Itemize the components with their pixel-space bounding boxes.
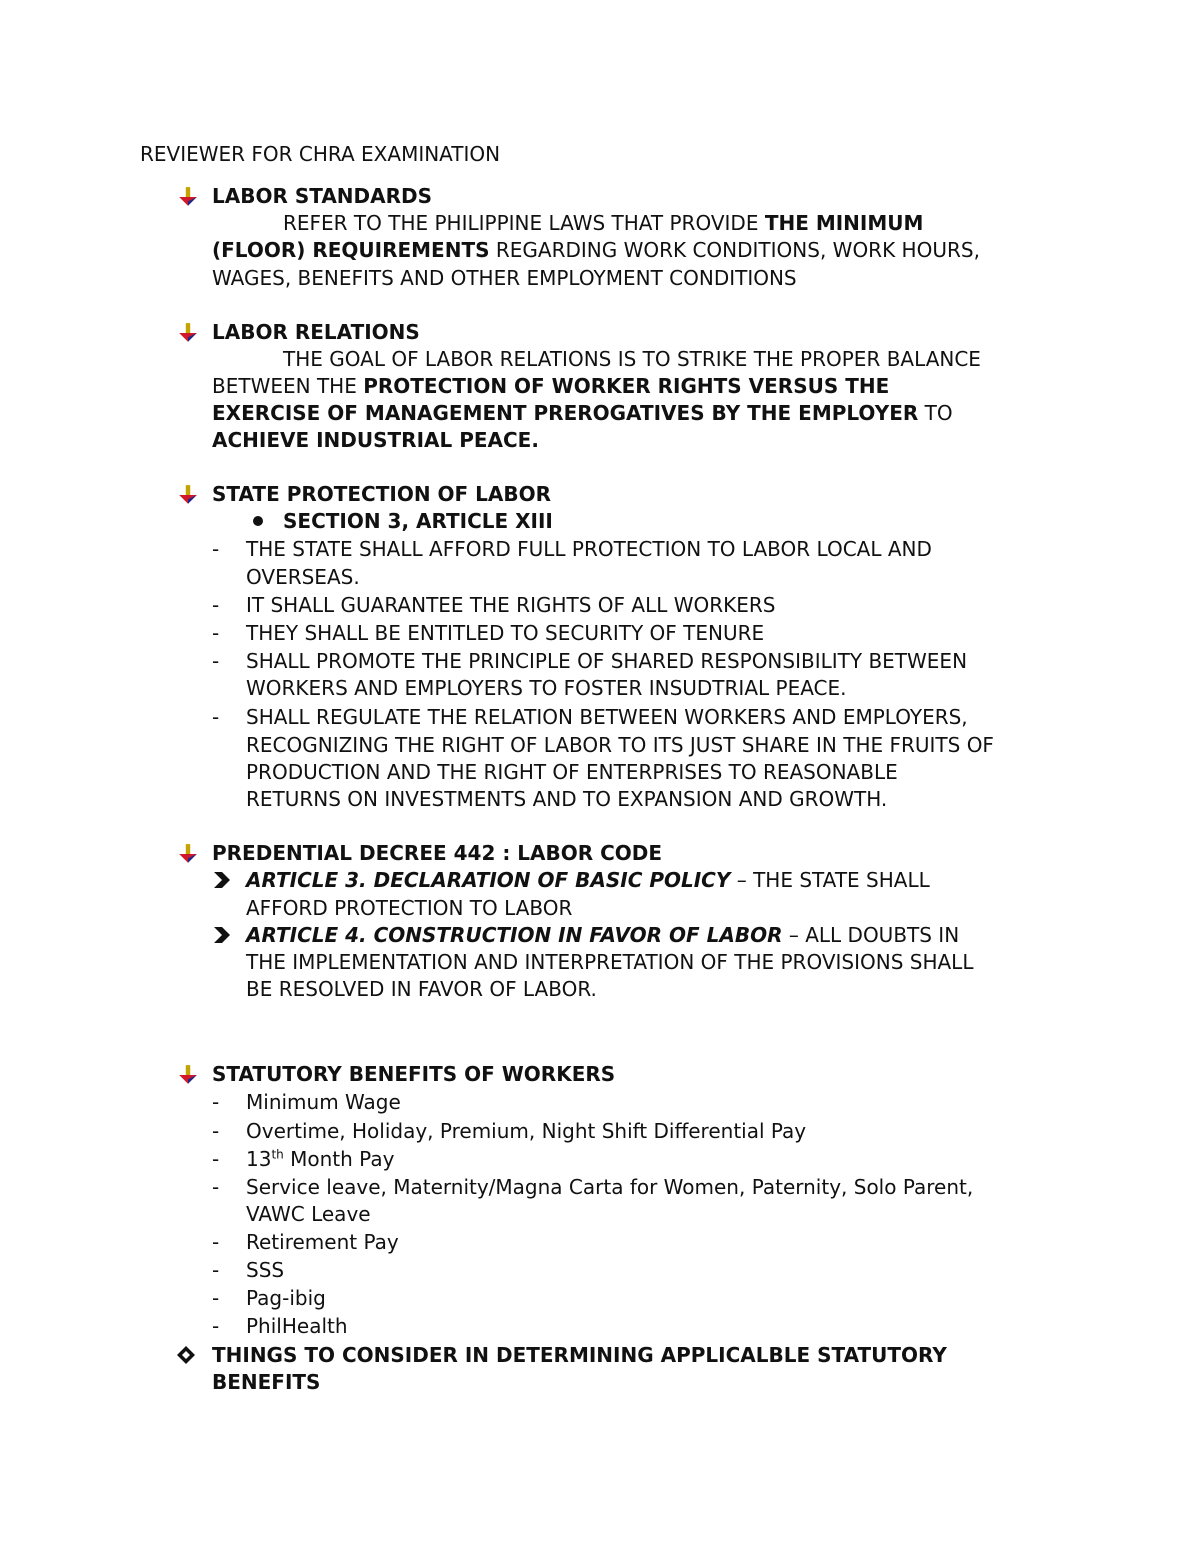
chevron-right-icon (212, 925, 232, 945)
labor-relations-text: ACHIEVE INDUSTRIAL PEACE. (212, 428, 539, 452)
dash-bullet: - (212, 1314, 220, 1338)
list-item: RETURNS ON INVESTMENTS AND TO EXPANSION AND GROWTH. (246, 787, 888, 811)
article-4-text: BE RESOLVED IN FAVOR OF LABOR. (246, 977, 597, 1001)
article-4-text: THE IMPLEMENTATION AND INTERPRETATION OF THE PROVISIONS SHALL (246, 950, 974, 974)
dash-bullet: - (212, 1147, 220, 1171)
dash-bullet: - (212, 537, 220, 561)
arrow-bullet-icon (177, 1064, 199, 1086)
list-item: Retirement Pay (246, 1230, 399, 1254)
dash-bullet: - (212, 1258, 220, 1282)
dash-bullet: - (212, 1119, 220, 1143)
dash-bullet: - (212, 1175, 220, 1199)
list-item: WORKERS AND EMPLOYERS TO FOSTER INSUDTRIAL PEACE. (246, 676, 847, 700)
labor-relations-text: THE GOAL OF LABOR RELATIONS IS TO STRIKE THE PROPER BALANCE (283, 347, 981, 371)
list-item: PhilHealth (246, 1314, 348, 1338)
list-item: OVERSEAS. (246, 565, 360, 589)
page-title: REVIEWER FOR CHRA EXAMINATION (140, 142, 501, 166)
dash-bullet: - (212, 705, 220, 729)
list-item: RECOGNIZING THE RIGHT OF LABOR TO ITS JUST SHARE IN THE FRUITS OF (246, 733, 994, 757)
arrow-bullet-icon (177, 322, 199, 344)
list-item: IT SHALL GUARANTEE THE RIGHTS OF ALL WORKERS (246, 593, 776, 617)
list-item: SSS (246, 1258, 285, 1282)
list-item: SHALL PROMOTE THE PRINCIPLE OF SHARED RESPONSIBILITY BETWEEN (246, 649, 968, 673)
dash-bullet: - (212, 621, 220, 645)
arrow-bullet-icon (177, 843, 199, 865)
arrow-bullet-icon (177, 186, 199, 208)
section-heading-labor-standards: LABOR STANDARDS (212, 184, 433, 208)
dash-bullet: - (212, 649, 220, 673)
list-item: VAWC Leave (246, 1202, 371, 1226)
labor-standards-text: (FLOOR) REQUIREMENTS REGARDING WORK CONDITIONS, WORK HOURS, (212, 238, 980, 262)
list-item: Minimum Wage (246, 1090, 401, 1114)
labor-standards-text: REFER TO THE PHILIPPINE LAWS THAT PROVIDE THE MINIMUM (283, 211, 924, 235)
section-heading-labor-code: PREDENTIAL DECREE 442 : LABOR CODE (212, 841, 663, 865)
dash-bullet: - (212, 1230, 220, 1254)
list-item: 13th Month Pay (246, 1147, 395, 1171)
labor-relations-text: EXERCISE OF MANAGEMENT PREROGATIVES BY THE EMPLOYER TO (212, 401, 953, 425)
article-3-text: AFFORD PROTECTION TO LABOR (246, 896, 573, 920)
list-item: SHALL REGULATE THE RELATION BETWEEN WORKERS AND EMPLOYERS, (246, 705, 968, 729)
dash-bullet: - (212, 1286, 220, 1310)
diamond-bullet-icon (176, 1345, 196, 1365)
section-heading-statutory-benefits: STATUTORY BENEFITS OF WORKERS (212, 1062, 616, 1086)
bullet-dot-icon (253, 516, 263, 526)
things-to-consider-heading: THINGS TO CONSIDER IN DETERMINING APPLICALBLE STATUTORY (212, 1343, 947, 1367)
chevron-right-icon (212, 870, 232, 890)
things-to-consider-heading: BENEFITS (212, 1370, 321, 1394)
article-3: ARTICLE 3. DECLARATION OF BASIC POLICY – THE STATE SHALL (246, 868, 930, 892)
list-item: Service leave, Maternity/Magna Carta for Women, Paternity, Solo Parent, (246, 1175, 974, 1199)
labor-relations-text: BETWEEN THE PROTECTION OF WORKER RIGHTS VERSUS THE (212, 374, 890, 398)
arrow-bullet-icon (177, 484, 199, 506)
section-heading-labor-relations: LABOR RELATIONS (212, 320, 420, 344)
subheading-section-3: SECTION 3, ARTICLE XIII (283, 509, 553, 533)
section-heading-state-protection: STATE PROTECTION OF LABOR (212, 482, 552, 506)
list-item: Pag-ibig (246, 1286, 326, 1310)
article-4: ARTICLE 4. CONSTRUCTION IN FAVOR OF LABOR – ALL DOUBTS IN (246, 923, 960, 947)
list-item: THEY SHALL BE ENTITLED TO SECURITY OF TENURE (246, 621, 765, 645)
dash-bullet: - (212, 593, 220, 617)
dash-bullet: - (212, 1090, 220, 1114)
list-item: PRODUCTION AND THE RIGHT OF ENTERPRISES TO REASONABLE (246, 760, 898, 784)
list-item: Overtime, Holiday, Premium, Night Shift Differential Pay (246, 1119, 807, 1143)
labor-standards-text: WAGES, BENEFITS AND OTHER EMPLOYMENT CONDITIONS (212, 266, 797, 290)
list-item: THE STATE SHALL AFFORD FULL PROTECTION TO LABOR LOCAL AND (246, 537, 932, 561)
